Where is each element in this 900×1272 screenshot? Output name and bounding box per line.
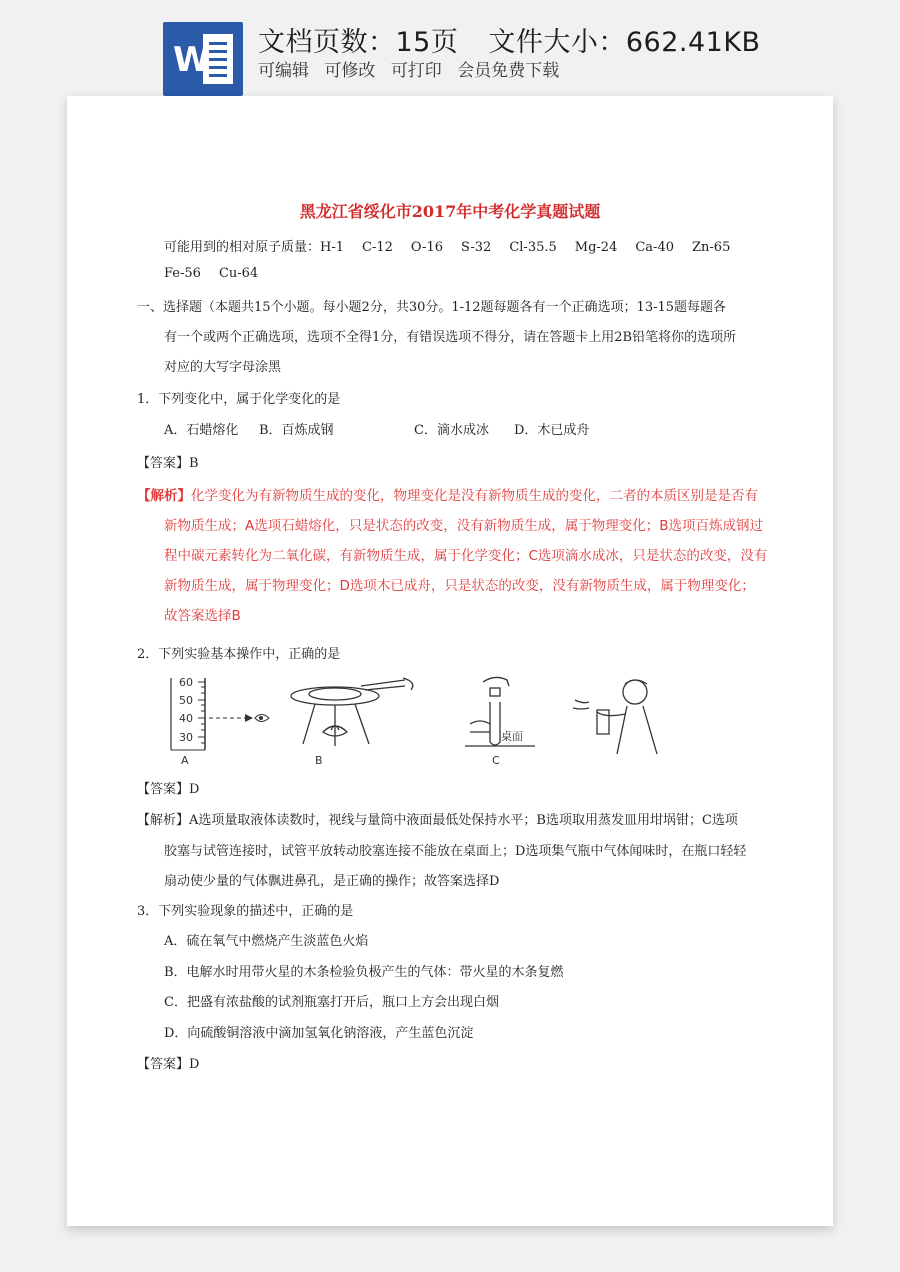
question-1-answer: 【答案】B xyxy=(137,456,199,471)
file-info xyxy=(258,20,761,59)
question-1-stem: 1．下列变化中，属于化学变化的是 xyxy=(137,392,341,407)
lab-operations-figure xyxy=(165,674,725,766)
feature-modifiable: 可修改 xyxy=(324,61,376,81)
feature-editable: 可编辑 xyxy=(258,61,309,81)
scale-tick: 30 xyxy=(179,731,193,744)
question-2-answer: 【答案】D xyxy=(137,782,200,797)
figure-d-wafting xyxy=(573,680,657,754)
option-d: D．向硫酸铜溶液中滴加氢氧化钠溶液，产生蓝色沉淀 xyxy=(164,1026,474,1041)
word-document-icon xyxy=(163,22,243,96)
atomic-mass-intro: 可能用到的相对原子质量： xyxy=(164,240,321,255)
analysis-tag: 【解析】 xyxy=(137,813,190,828)
analysis-text: 胶塞与试管连接时，试管平放转动胶塞连接不能放在桌面上；D选项集气瓶中气体闻味时，在瓶口轻轻 xyxy=(164,844,747,859)
scale-tick: 50 xyxy=(179,694,193,707)
figure-a-cylinder xyxy=(171,676,269,766)
analysis-text: 化学变化为有新物质生成的变化，物理变化是没有新物质生成的变化，二者的本质区别是是否有 xyxy=(191,488,758,504)
scale-tick: 60 xyxy=(179,676,193,689)
option-b: B．电解水时用带火星的木条检验负极产生的气体：带火星的木条复燃 xyxy=(164,965,564,980)
feature-list xyxy=(258,56,569,81)
atomic-mass-line xyxy=(164,236,748,255)
question-2-stem: 2．下列实验基本操作中，正确的是 xyxy=(137,647,341,662)
download-banner xyxy=(0,0,900,100)
option-c: C．滴水成冰 xyxy=(414,423,489,438)
document-page xyxy=(67,96,833,1226)
figure-desk-label: 桌面 xyxy=(501,730,523,743)
section-heading: 一、选择题（本题共15个小题。每小题2分，共30分。1-12题每题各有一个正确选项；13-15题每题各 xyxy=(137,300,727,315)
question-2-analysis xyxy=(137,809,738,828)
figure-b-tripod xyxy=(291,678,413,766)
mass-value: H-1 xyxy=(320,240,345,255)
analysis-text: 故答案选择B xyxy=(164,608,241,624)
option-a: A．硫在氧气中燃烧产生淡蓝色火焰 xyxy=(164,934,369,949)
mass-value: Mg-24 xyxy=(574,240,618,255)
figure-label-a: A xyxy=(181,754,189,766)
word-icon-letter: W xyxy=(173,40,211,80)
mass-value: Cl-35.5 xyxy=(509,240,557,255)
question-1-analysis xyxy=(137,484,758,504)
question-3-stem: 3．下列实验现象的描述中，正确的是 xyxy=(137,904,354,919)
mass-value: Zn-65 xyxy=(692,240,731,255)
figure-c-test-tube xyxy=(465,677,535,766)
atomic-mass-line-2 xyxy=(164,266,276,281)
figure-label-c: C xyxy=(492,754,500,766)
analysis-text: A选项量取液体读数时，视线与量筒中液面最低处保持水平；B选项取用蒸发皿用坩埚钳；C选项 xyxy=(189,813,738,828)
option-a: A．石蜡熔化 xyxy=(164,423,239,438)
analysis-text: 新物质生成，属于物理变化；D选项木已成舟，只是状态的改变，没有新物质生成，属于物理变化； xyxy=(164,578,755,594)
feature-printable: 可打印 xyxy=(390,61,442,81)
page-count: 文档页数：15页 xyxy=(258,27,459,58)
question-3-answer: 【答案】D xyxy=(137,1057,200,1072)
mass-value: Fe-56 xyxy=(164,266,201,281)
section-instructions: 有一个或两个正确选项，选项不全得1分，有错误选项不得分，请在答题卡上用2B铅笔将你的选项所 xyxy=(164,330,737,345)
analysis-text: 程中碳元素转化为二氧化碳，有新物质生成，属于化学变化；C选项滴水成冰，只是状态的改变，没有 xyxy=(164,548,768,564)
option-b: B．百炼成钢 xyxy=(259,423,334,438)
scale-tick: 40 xyxy=(179,712,193,725)
question-1-options xyxy=(164,419,589,438)
analysis-text: 扇动使少量的气体飘进鼻孔，是正确的操作；故答案选择D xyxy=(164,874,500,889)
page-title: 黑龙江省绥化市2017年中考化学真题试题 xyxy=(299,202,601,221)
mass-value: C-12 xyxy=(362,240,393,255)
mass-value: S-32 xyxy=(461,240,492,255)
option-d: D．木已成舟 xyxy=(514,423,590,438)
mass-value: O-16 xyxy=(410,240,443,255)
feature-free-download: 会员免费下载 xyxy=(457,61,560,81)
option-c: C．把盛有浓盐酸的试剂瓶塞打开后，瓶口上方会出现白烟 xyxy=(164,995,499,1010)
section-instructions: 对应的大写字母涂黑 xyxy=(164,360,282,375)
analysis-tag: 【解析】 xyxy=(137,488,191,504)
file-size: 文件大小：662.41KB xyxy=(488,27,761,58)
figure-label-b: B xyxy=(315,754,323,766)
mass-value: Cu-64 xyxy=(218,266,259,281)
analysis-text: 新物质生成；A选项石蜡熔化，只是状态的改变，没有新物质生成，属于物理变化；B选项百炼成钢过 xyxy=(164,518,763,534)
mass-value: Ca-40 xyxy=(635,240,674,255)
